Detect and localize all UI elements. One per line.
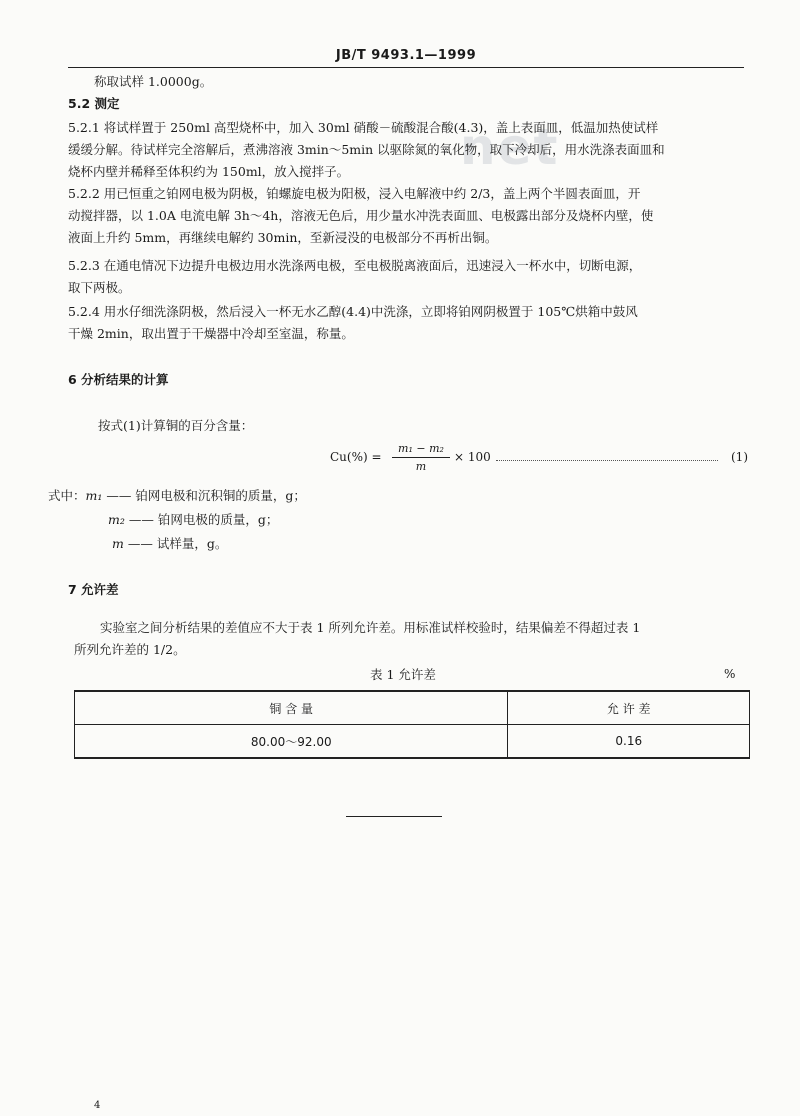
cell-tolerance-value: 0.16	[508, 725, 750, 759]
paragraph-5-2-4: 5.2.4 用水仔细洗涤阴极，然后浸入一杯无水乙醇(4.4)中洗涤，立即将铂网阴极置于 105℃烘箱中鼓风	[68, 304, 638, 319]
dot-leader	[496, 450, 718, 461]
section-heading-7: 7 允许差	[68, 582, 119, 597]
desc-m2: —— 铂网电极的质量，g；	[128, 512, 279, 527]
header-tolerance: 允 许 差	[508, 691, 750, 725]
page-mark: 4	[94, 1100, 101, 1111]
table-header-row	[75, 691, 750, 725]
paragraph-5-2-2: 5.2.2 用已恒重之铂网电极为阴极，铂螺旋电极为阳极，浸入电解液中约 2/3，盖上两个半圆表面皿，开	[68, 186, 641, 201]
table-row	[75, 725, 750, 759]
paragraph-7-cont: 所列允许差的 1/2。	[74, 642, 186, 657]
paragraph-5-2-3-cont: 取下两极。	[68, 280, 131, 295]
end-rule	[346, 816, 442, 817]
watermark: net	[460, 118, 560, 176]
section-heading-6: 6 分析结果的计算	[68, 372, 169, 387]
where-prefix: 式中：	[48, 488, 86, 503]
desc-m: —— 试样量，g。	[127, 536, 228, 551]
section-heading-5-2: 5.2 测定	[68, 96, 120, 111]
where-clause-m	[112, 534, 227, 552]
where-clause-m1	[48, 486, 306, 504]
where-clause-m2	[108, 510, 278, 528]
paragraph-5-2-1: 5.2.1 将试样置于 250ml 高型烧杯中，加入 30ml 硝酸－硫酸混合酸(4.3)，盖上表面皿，低温加热使试样	[68, 120, 659, 135]
paragraph-5-2-1-cont: 烧杯内壁并稀释至体积约为 150ml，放入搅拌子。	[68, 164, 350, 179]
copper-formula	[330, 442, 748, 472]
paragraph-5-2-1-cont: 缓缓分解。待试样完全溶解后，煮沸溶液 3min～5min 以驱除氮的氧化物，取下冷却后，用水洗涤表面皿和	[68, 142, 665, 157]
equation-number: (1)	[731, 450, 748, 464]
header-rule	[68, 67, 744, 68]
formula-intro: 按式(1)计算铜的百分含量：	[98, 418, 254, 433]
formula-denominator: m	[415, 460, 427, 473]
formula-multiplier: × 100	[454, 450, 491, 464]
text-line: 称取试样 1.0000g。	[94, 74, 213, 89]
cell-copper-range: 80.00～92.00	[75, 725, 508, 759]
formula-numerator: m₁ − m₂	[398, 442, 444, 455]
paragraph-5-2-2-cont: 动搅拌器，以 1.0A 电流电解 3h～4h，溶液无色后，用少量水冲洗表面皿、电极露出部分及烧杯内壁，使	[68, 208, 654, 223]
paragraph-5-2-3: 5.2.3 在通电情况下边提升电极边用水洗涤两电极，至电极脱离液面后，迅速浸入一杯水中，切断电源，	[68, 258, 642, 273]
symbol-m2: m₂	[108, 512, 125, 527]
table-unit: %	[724, 667, 736, 681]
formula-fraction	[392, 442, 450, 473]
standard-number-header: JB/T 9493.1—1999	[335, 48, 477, 63]
symbol-m: m	[112, 536, 124, 551]
symbol-m1: m₁	[85, 488, 103, 503]
fraction-bar	[392, 457, 450, 458]
header-copper-content: 铜 含 量	[75, 691, 508, 725]
desc-m1: —— 铂网电极和沉积铜的质量，g；	[106, 488, 306, 503]
table-caption: 表 1 允许差	[370, 667, 436, 682]
tolerance-table	[74, 690, 750, 759]
paragraph-7: 实验室之间分析结果的差值应不大于表 1 所列允许差。用标准试样校验时，结果偏差不得超过表 1	[100, 620, 641, 635]
paragraph-5-2-4-cont: 干燥 2min，取出置于干燥器中冷却至室温，称量。	[68, 326, 354, 341]
formula-lhs: Cu(%) =	[330, 450, 382, 464]
paragraph-5-2-2-cont: 液面上升约 5mm，再继续电解约 30min，至新浸没的电极部分不再析出铜。	[68, 230, 498, 245]
